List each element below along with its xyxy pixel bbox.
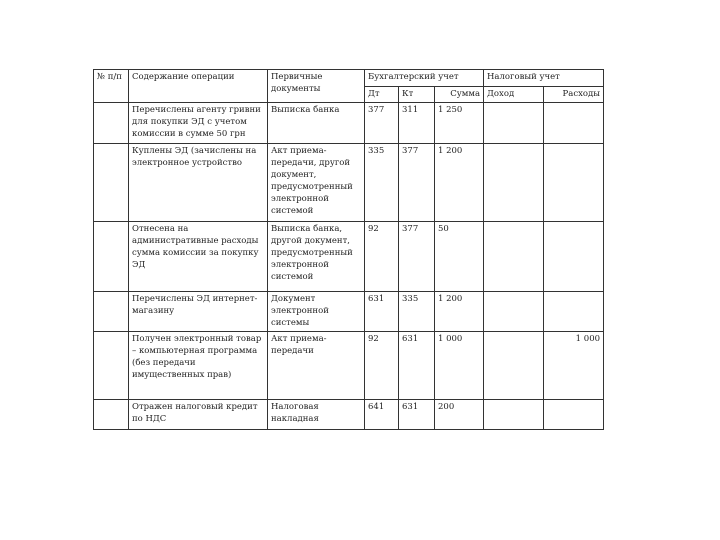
row-operation: Отражен налоговый кредит по НДС: [129, 400, 268, 430]
row-sum: 200: [435, 400, 484, 430]
row-income: [484, 222, 544, 292]
row-num: [94, 332, 129, 400]
table-row: [94, 400, 604, 430]
row-dt: 631: [365, 292, 399, 332]
header-accounting: Бухгалтерский учет: [365, 70, 484, 87]
accounting-table: [93, 69, 604, 430]
table-row: [94, 222, 604, 292]
row-sum: 50: [435, 222, 484, 292]
row-expense: [544, 400, 604, 430]
row-num: [94, 292, 129, 332]
header-income: Доход: [484, 87, 544, 103]
row-dt: 335: [365, 144, 399, 222]
row-document: Выписка банка: [268, 103, 365, 144]
row-operation: Отнесена на административные расходы сумма комиссии за покупку ЭД: [129, 222, 268, 292]
row-document: Акт приема-передачи, другой документ, предусмотренный электронной системой: [268, 144, 365, 222]
row-sum: 1 200: [435, 144, 484, 222]
header-dt: Дт: [365, 87, 399, 103]
row-document: Документ электронной системы: [268, 292, 365, 332]
table-row: [94, 332, 604, 400]
row-sum: 1 250: [435, 103, 484, 144]
row-income: [484, 144, 544, 222]
row-income: [484, 332, 544, 400]
header-kt: Кт: [399, 87, 435, 103]
row-document: Налоговая накладная: [268, 400, 365, 430]
row-dt: 92: [365, 222, 399, 292]
row-expense: 1 000: [544, 332, 604, 400]
row-operation: Куплены ЭД (зачислены на электронное устройство: [129, 144, 268, 222]
row-dt: 377: [365, 103, 399, 144]
header-operation: Содержание операции: [129, 70, 268, 103]
header-document: Первичные документы: [268, 70, 365, 103]
row-sum: 1 200: [435, 292, 484, 332]
row-dt: 92: [365, 332, 399, 400]
row-operation: Перечислены ЭД интернет-магазину: [129, 292, 268, 332]
row-sum: 1 000: [435, 332, 484, 400]
row-kt: 377: [399, 144, 435, 222]
header-num: № п/п: [94, 70, 129, 103]
row-income: [484, 292, 544, 332]
row-num: [94, 144, 129, 222]
row-expense: [544, 222, 604, 292]
header-expense: Расходы: [544, 87, 604, 103]
table-row: [94, 144, 604, 222]
row-expense: [544, 144, 604, 222]
row-income: [484, 103, 544, 144]
row-num: [94, 400, 129, 430]
row-expense: [544, 103, 604, 144]
row-kt: 631: [399, 400, 435, 430]
row-kt: 335: [399, 292, 435, 332]
header-tax: Налоговый учет: [484, 70, 604, 87]
row-kt: 311: [399, 103, 435, 144]
header-sum: Сумма: [435, 87, 484, 103]
row-expense: [544, 292, 604, 332]
row-num: [94, 222, 129, 292]
row-dt: 641: [365, 400, 399, 430]
row-document: Акт приема-передачи: [268, 332, 365, 400]
row-operation: Перечислены агенту гривни для покупки ЭД с учетом комиссии в сумме 50 грн: [129, 103, 268, 144]
row-operation: Получен электронный товар – компьютерная программа (без передачи имущественных прав): [129, 332, 268, 400]
header-row: [94, 70, 604, 87]
table-row: [94, 292, 604, 332]
row-document: Выписка банка, другой документ, предусмотренный электронной системой: [268, 222, 365, 292]
row-income: [484, 400, 544, 430]
row-kt: 377: [399, 222, 435, 292]
table-row: [94, 103, 604, 144]
row-num: [94, 103, 129, 144]
row-kt: 631: [399, 332, 435, 400]
